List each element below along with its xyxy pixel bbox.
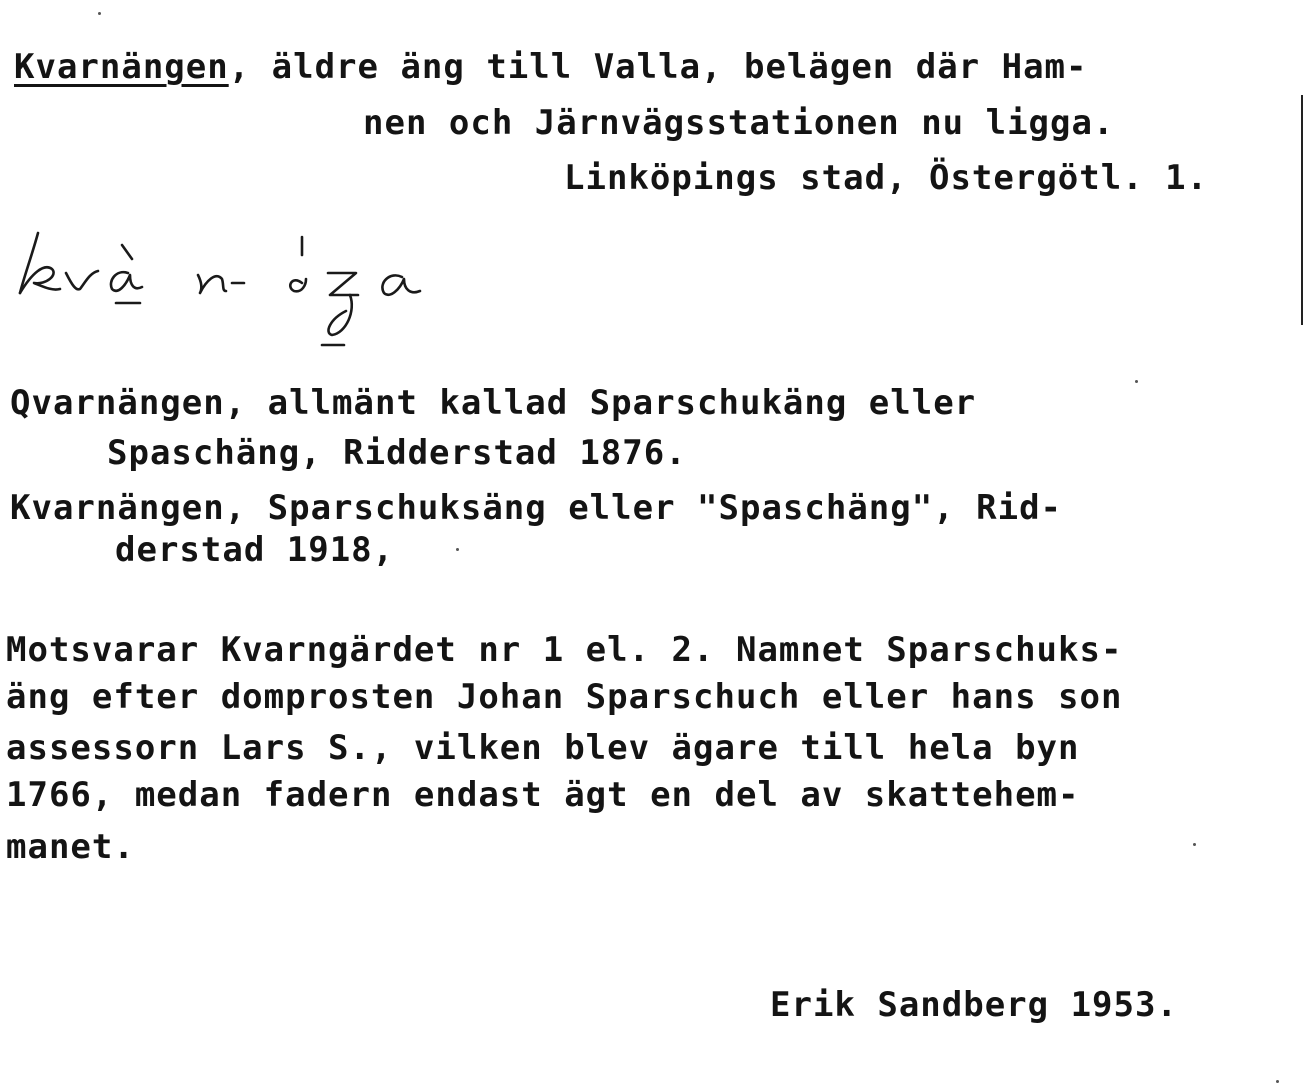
commentary-line-3: assessorn Lars S., vilken blev ägare till hela byn (6, 728, 1080, 768)
headword: Kvarnängen (14, 47, 229, 87)
header-line-3: Linköpings stad, Östergötl. 1. (564, 158, 1209, 198)
form-line-1: Qvarnängen, allmänt kallad Sparschukäng eller (10, 383, 977, 423)
form-line-4: derstad 1918, (115, 530, 395, 570)
header-line-1-rest: , äldre äng till Valla, belägen där Ham- (228, 47, 1088, 87)
commentary-line-5: manet. (6, 827, 135, 867)
scan-speck (1276, 1080, 1279, 1083)
commentary-line-2: äng efter domprosten Johan Sparschuch eller hans son (6, 677, 1123, 717)
commentary-line-4: 1766, medan fadern endast ägt en del av skattehem- (6, 775, 1080, 815)
scan-speck (98, 12, 101, 15)
form-line-3: Kvarnängen, Sparschuksäng eller "Spaschäng", Rid- (10, 488, 1063, 528)
scan-speck (1193, 843, 1196, 846)
card-edge-line (1301, 95, 1303, 325)
handwritten-note (10, 215, 450, 355)
scan-speck (1135, 380, 1138, 383)
header-line-1 (14, 47, 1088, 87)
commentary-line-1: Motsvarar Kvarngärdet nr 1 el. 2. Namnet Sparschuks- (6, 630, 1123, 670)
header-line-2: nen och Järnvägsstationen nu ligga. (363, 103, 1115, 143)
signature: Erik Sandberg 1953. (770, 985, 1178, 1025)
form-line-2: Spaschäng, Ridderstad 1876. (107, 433, 687, 473)
scan-speck (456, 548, 459, 551)
